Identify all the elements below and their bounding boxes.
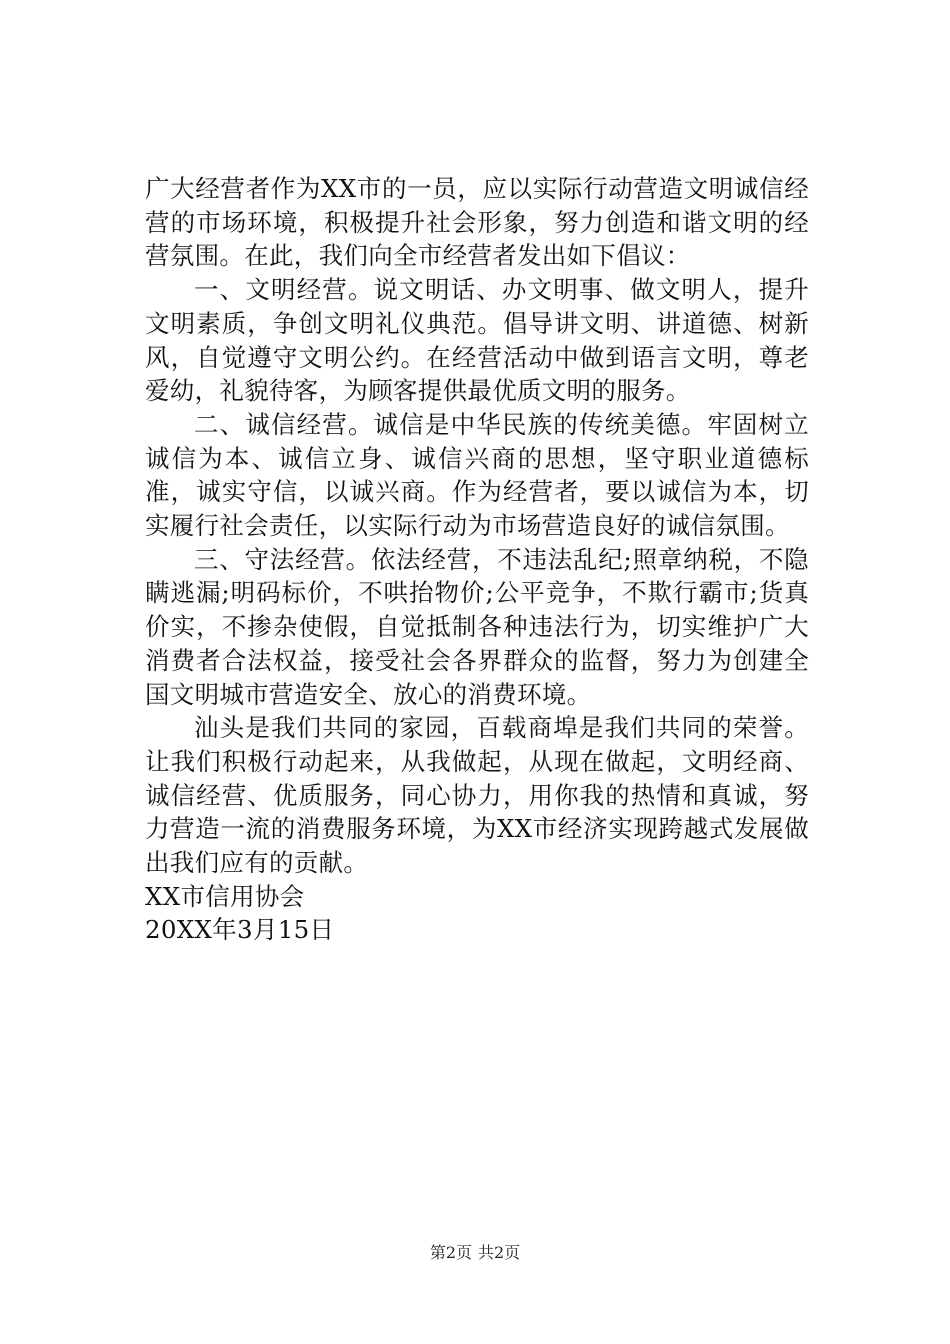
closing-paragraph: 汕头是我们共同的家园，百载商埠是我们共同的荣誉。让我们积极行动起来，从我做起，从现在做起，文明经商、诚信经营、优质服务，同心协力，用你我的热情和真诚，努力营造一流的消费服务环境，为XX市经济实现跨越式发展做出我们应有的贡献。: [145, 713, 809, 878]
document-body: [145, 172, 809, 947]
integrity-operation-paragraph: 二、诚信经营。诚信是中华民族的传统美德。牢固树立诚信为本、诚信立身、诚信兴商的思想，坚守职业道德标准，诚实守信，以诚兴商。作为经营者，要以诚信为本，切实履行社会责任，以实际行动为市场营造良好的诚信氛围。: [145, 409, 809, 541]
civilized-operation-paragraph: 一、文明经营。说文明话、办文明事、做文明人，提升文明素质，争创文明礼仪典范。倡导讲文明、讲道德、树新风，自觉遵守文明公约。在经营活动中做到语言文明，尊老爱幼，礼貌待客，为顾客提供最优质文明的服务。: [145, 275, 809, 406]
current-page-number: 第2页: [429, 1243, 472, 1262]
total-pages: 共2页: [478, 1243, 521, 1262]
date: 20XX年3月15日: [145, 915, 335, 945]
page-footer: [0, 1243, 950, 1263]
lawful-operation-paragraph: 三、守法经营。依法经营，不违法乱纪;照章纳税，不隐瞒逃漏;明码标价，不哄抬物价;公平竞争，不欺行霸市;货真价实，不掺杂使假，自觉抵制各种违法行为，切实维护广大消费者合法权益，接受社会各界群众的监督，努力为创建全国文明城市营造安全、放心的消费环境。: [145, 544, 809, 709]
signature: XX市信用协会: [145, 881, 305, 911]
intro-paragraph: 广大经营者作为XX市的一员，应以实际行动营造文明诚信经营的市场环境，积极提升社会形象，努力创造和谐文明的经营氛围。在此，我们向全市经营者发出如下倡议：: [145, 174, 809, 271]
